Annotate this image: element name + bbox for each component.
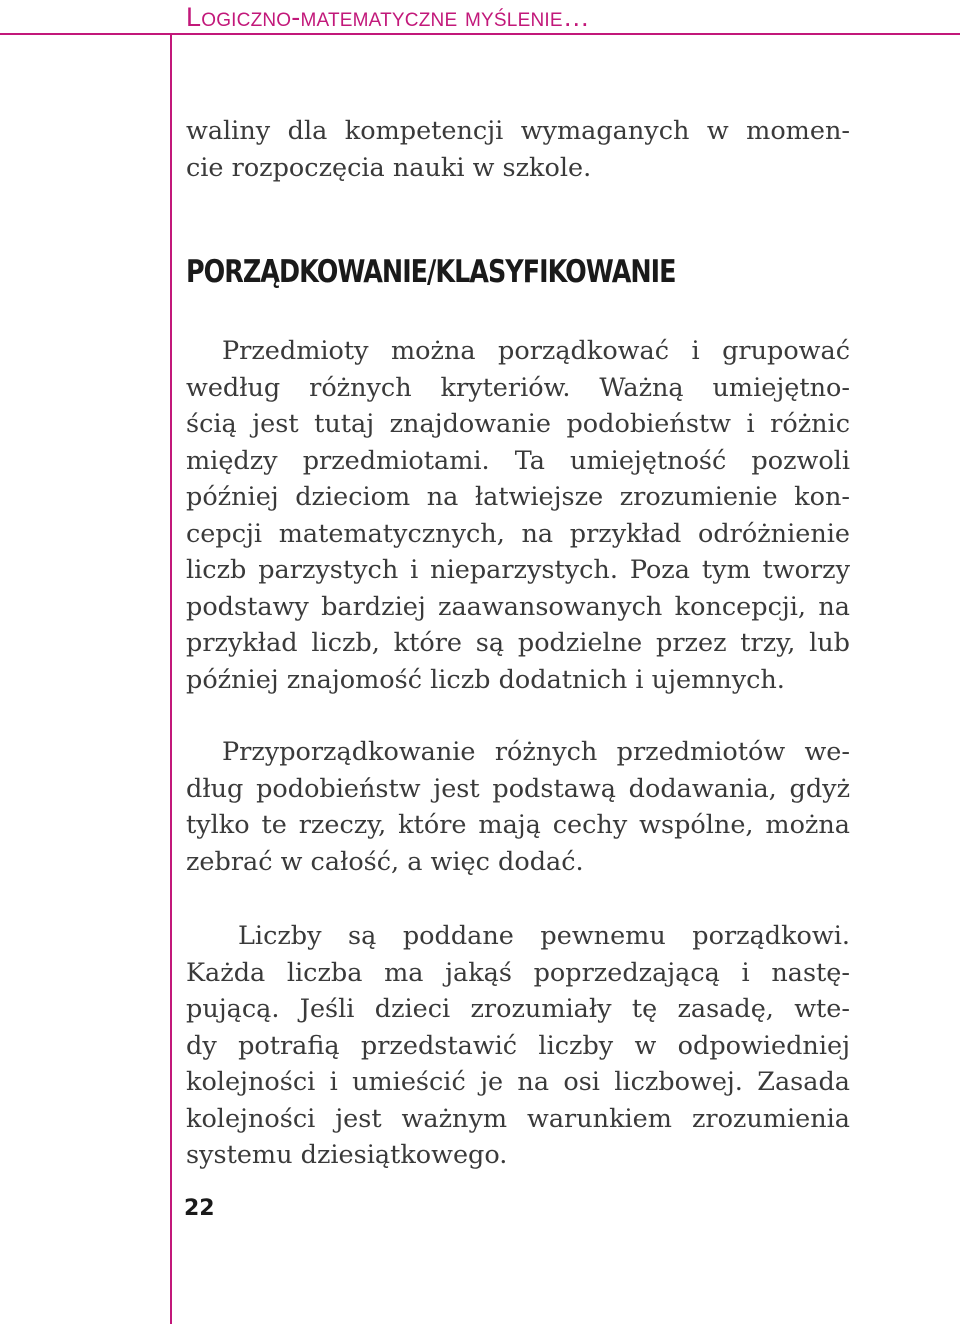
text-line: według różnych kryteriów. Ważną umiejętno- <box>186 372 850 403</box>
running-header-title: Logiczno-matematyczne myślenie… <box>186 2 590 32</box>
page-number: 22 <box>184 1196 215 1221</box>
header-rule <box>0 33 960 35</box>
text-line: kolejności jest ważnym warunkiem zrozumienia <box>186 1103 850 1134</box>
text-line: zebrać w całość, a więc dodać. <box>186 846 584 877</box>
section-heading: PORZĄDKOWANIE/KLASYFIKOWANIE <box>186 254 676 290</box>
text-line: systemu dziesiątkowego. <box>186 1140 508 1170</box>
text-line: Każda liczba ma jakąś poprzedzającą i nastę- <box>186 957 850 988</box>
intro-paragraph <box>186 113 850 186</box>
text-line: Liczby są poddane pewnemu porządkowi. <box>238 921 850 951</box>
text-line: Przedmioty można porządkować i grupować <box>222 336 850 366</box>
paragraph-number-order <box>186 918 850 1174</box>
text-line: między przedmiotami. Ta umiejętność pozwoli <box>186 445 850 476</box>
text-line: pującą. Jeśli dzieci zrozumiały tę zasadę, wte- <box>186 994 850 1024</box>
text-line: Przyporządkowanie różnych przedmiotów we- <box>222 737 850 767</box>
text-line: cepcji matematycznych, na przykład odróżnienie <box>186 518 850 549</box>
text-line: dy potrafią przedstawić liczby w odpowiedniej <box>186 1030 850 1061</box>
text-line: waliny dla kompetencji wymaganych w momen- <box>186 116 850 146</box>
text-line: cie rozpoczęcia nauki w szkole. <box>186 152 592 183</box>
paragraph-assignment <box>186 734 850 880</box>
text-line: kolejności i umieścić je na osi liczbowej. Zasada <box>186 1067 850 1097</box>
text-line: ścią jest tutaj znajdowanie podobieństw i różnic <box>186 409 850 439</box>
text-line: podstawy bardziej zaawansowanych koncepcji, na <box>186 591 850 622</box>
text-line: liczb parzystych i nieparzystych. Poza tym tworzy <box>186 555 850 585</box>
text-line: dług podobieństw jest podstawą dodawania, gdyż <box>186 773 850 804</box>
text-line: przykład liczb, które są podzielne przez trzy, lub <box>186 628 850 658</box>
text-line: tylko te rzeczy, które mają cechy wspólne, można <box>186 810 850 840</box>
text-line: później dzieciom na łatwiejsze zrozumienie kon- <box>186 482 850 512</box>
margin-rule <box>170 35 172 1324</box>
text-line: później znajomość liczb dodatnich i ujemnych. <box>186 664 785 695</box>
paragraph-ordering <box>186 333 850 698</box>
